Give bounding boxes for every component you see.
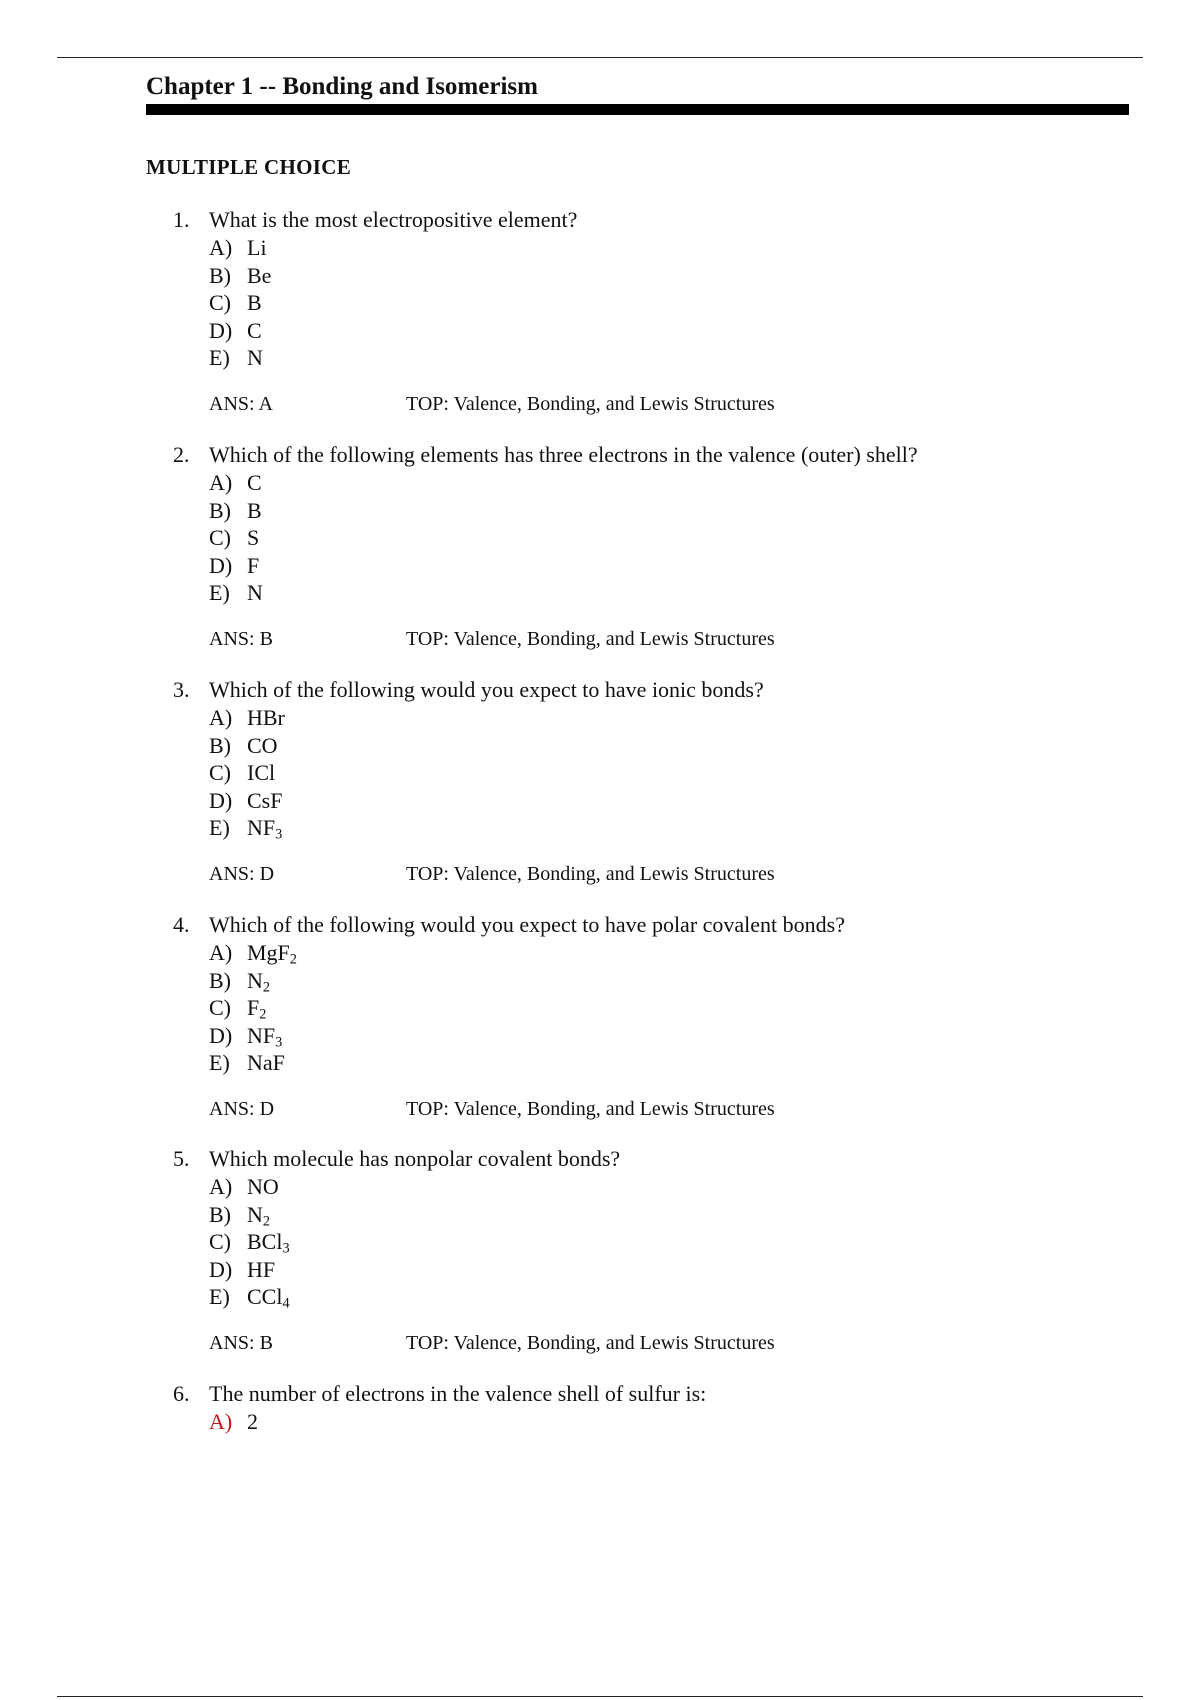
option-letter: A) xyxy=(209,235,233,260)
option-c xyxy=(146,759,1126,787)
option-text: B xyxy=(247,290,262,315)
option-text xyxy=(247,1283,290,1311)
question-6 xyxy=(146,1380,1126,1436)
answer-label: ANS: B xyxy=(209,1331,273,1354)
title-bar xyxy=(146,104,1129,115)
formula-subscript: 3 xyxy=(282,1240,290,1257)
formula-base: MgF xyxy=(247,940,290,965)
option-d xyxy=(146,1256,1126,1284)
question-number: 1. xyxy=(173,207,190,232)
option-c xyxy=(146,1228,1126,1256)
answer-line xyxy=(146,390,1126,418)
option-text xyxy=(247,1228,290,1256)
option-e xyxy=(146,1283,1126,1311)
option-a xyxy=(146,939,1126,967)
formula-base: N xyxy=(247,1201,263,1227)
option-letter: C) xyxy=(209,525,231,550)
option-letter: A) xyxy=(209,705,233,730)
answer-label: ANS: D xyxy=(209,862,275,885)
formula-subscript: 2 xyxy=(259,1006,267,1023)
option-text: CsF xyxy=(247,787,283,813)
chapter-title: Chapter 1 -- Bonding and Isomerism xyxy=(146,73,538,100)
option-b xyxy=(146,1201,1126,1229)
question-text: Which of the following elements has three electrons in the valence (outer) shell? xyxy=(209,442,918,467)
option-letter: D) xyxy=(209,317,233,343)
option-text: C xyxy=(247,317,262,343)
option-letter: D) xyxy=(209,787,233,813)
options-list xyxy=(146,1173,1126,1311)
option-a xyxy=(146,234,1126,262)
option-letter: D) xyxy=(209,552,233,578)
options-list xyxy=(146,939,1126,1077)
option-text: NaF xyxy=(247,1050,285,1075)
option-letter: B) xyxy=(209,967,231,993)
question-4 xyxy=(146,911,1126,1123)
section-heading: MULTIPLE CHOICE xyxy=(146,155,352,179)
option-c xyxy=(146,289,1126,317)
option-a xyxy=(146,1408,1126,1436)
option-text: HF xyxy=(247,1256,276,1282)
question-text: Which molecule has nonpolar covalent bonds? xyxy=(209,1146,621,1171)
option-d xyxy=(146,552,1126,580)
option-e xyxy=(146,1049,1126,1077)
option-e xyxy=(146,814,1126,842)
option-text xyxy=(247,814,282,842)
formula-subscript: 3 xyxy=(275,1034,283,1051)
option-a xyxy=(146,1173,1126,1201)
option-b xyxy=(146,967,1126,995)
formula-subscript: 3 xyxy=(275,826,283,843)
option-text xyxy=(247,1201,270,1229)
option-text: F xyxy=(247,552,260,578)
option-text: NO xyxy=(247,1174,279,1199)
option-c xyxy=(146,524,1126,552)
formula-base: N xyxy=(247,967,263,993)
formula-base: BCl xyxy=(247,1229,283,1254)
option-text xyxy=(247,967,270,995)
option-letter: E) xyxy=(209,815,230,840)
option-text: ICl xyxy=(247,760,276,785)
question-text: Which of the following would you expect to have polar covalent bonds? xyxy=(209,912,845,937)
option-text: S xyxy=(247,525,260,550)
option-text: 2 xyxy=(247,1409,258,1434)
formula-subscript: 2 xyxy=(262,979,271,996)
question-2 xyxy=(146,441,1126,653)
option-letter: E) xyxy=(209,345,230,370)
option-text xyxy=(247,1022,282,1050)
topic-label: TOP: Valence, Bonding, and Lewis Structures xyxy=(406,1331,775,1354)
option-text: N xyxy=(247,345,263,370)
options-list xyxy=(146,469,1126,607)
option-letter: B) xyxy=(209,262,231,288)
answer-label: ANS: B xyxy=(209,627,273,650)
answer-line xyxy=(146,1095,1126,1123)
option-d xyxy=(146,317,1126,345)
question-number: 5. xyxy=(173,1146,190,1171)
option-a xyxy=(146,704,1126,732)
question-text: Which of the following would you expect to have ionic bonds? xyxy=(209,677,764,702)
answer-line xyxy=(146,1329,1126,1357)
answer-label: ANS: A xyxy=(209,392,273,415)
formula-subscript: 2 xyxy=(262,1213,271,1230)
formula-subscript: 4 xyxy=(282,1295,290,1312)
option-letter: A) xyxy=(209,470,233,495)
question-5 xyxy=(146,1145,1126,1357)
option-d xyxy=(146,1022,1126,1050)
option-letter: B) xyxy=(209,732,231,758)
topic-label: TOP: Valence, Bonding, and Lewis Structures xyxy=(406,862,775,885)
option-letter: B) xyxy=(209,1201,231,1227)
bottom-rule xyxy=(57,1696,1143,1697)
option-b xyxy=(146,497,1126,525)
option-text: Be xyxy=(247,262,272,288)
option-text xyxy=(247,994,266,1022)
formula-subscript: 2 xyxy=(289,951,297,968)
option-letter: C) xyxy=(209,290,231,315)
formula-base: CCl xyxy=(247,1284,283,1309)
options-list xyxy=(146,234,1126,372)
option-letter: D) xyxy=(209,1256,233,1282)
option-letter: E) xyxy=(209,1284,230,1309)
question-1 xyxy=(146,206,1126,418)
option-letter: E) xyxy=(209,1050,230,1075)
question-text: The number of electrons in the valence shell of sulfur is: xyxy=(209,1381,707,1406)
options-list xyxy=(146,704,1126,842)
answer-line xyxy=(146,625,1126,653)
question-number: 3. xyxy=(173,677,190,702)
option-letter: A) xyxy=(209,940,233,965)
option-letter: A) xyxy=(209,1174,233,1199)
answer-label: ANS: D xyxy=(209,1097,275,1120)
formula-base: F xyxy=(247,995,260,1020)
option-text: C xyxy=(247,470,262,495)
question-number: 4. xyxy=(173,912,190,937)
formula-base: NF xyxy=(247,815,276,840)
option-text: Li xyxy=(247,235,267,260)
option-letter: C) xyxy=(209,760,231,785)
option-text: N xyxy=(247,580,263,605)
option-text xyxy=(247,939,297,967)
option-text: CO xyxy=(247,732,278,758)
option-d xyxy=(146,787,1126,815)
answer-line xyxy=(146,860,1126,888)
formula-base: NF xyxy=(247,1022,276,1048)
option-letter: C) xyxy=(209,995,231,1020)
options-list xyxy=(146,1408,1126,1436)
option-a xyxy=(146,469,1126,497)
question-3 xyxy=(146,676,1126,888)
option-text: B xyxy=(247,497,262,523)
question-number: 6. xyxy=(173,1381,190,1406)
topic-label: TOP: Valence, Bonding, and Lewis Structures xyxy=(406,1097,775,1120)
option-text: HBr xyxy=(247,705,285,730)
option-b xyxy=(146,732,1126,760)
option-letter: B) xyxy=(209,497,231,523)
topic-label: TOP: Valence, Bonding, and Lewis Structures xyxy=(406,627,775,650)
top-rule xyxy=(57,57,1143,58)
option-letter: C) xyxy=(209,1229,231,1254)
question-text: What is the most electropositive element? xyxy=(209,207,578,232)
option-letter-highlighted: A) xyxy=(209,1409,233,1434)
option-e xyxy=(146,579,1126,607)
option-e xyxy=(146,344,1126,372)
option-letter: D) xyxy=(209,1022,233,1048)
option-b xyxy=(146,262,1126,290)
option-c xyxy=(146,994,1126,1022)
option-letter: E) xyxy=(209,580,230,605)
question-number: 2. xyxy=(173,442,190,467)
topic-label: TOP: Valence, Bonding, and Lewis Structures xyxy=(406,392,775,415)
